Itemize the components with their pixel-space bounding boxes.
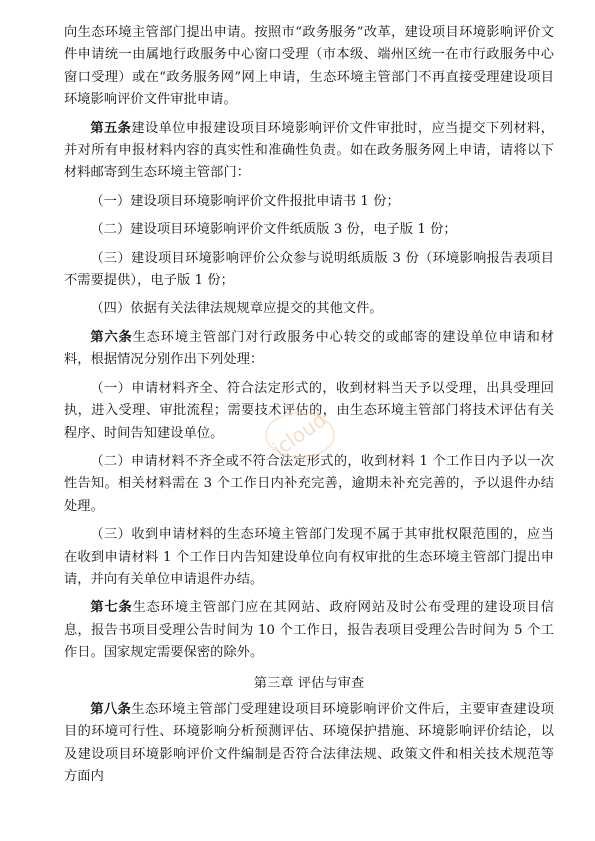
paragraph-text: 生态环境主管部门受理建设项目环境影响评价文件后，主要审查建设项目的环境可行性、环境影响分析预测评估、环境保护措施、环境影响评价结论，以及建设项目环境影响评价文件编制是否符合法律法规、政策文件和相关技术规范等方面内 bbox=[64, 701, 554, 785]
paragraph bbox=[64, 327, 554, 372]
paragraph bbox=[64, 191, 554, 213]
paragraph-text: （三）收到申请材料的生态环境主管部门发现不属于其审批权限范围的，应当在收到申请材料 1 个工作日内告知建设单位向有权审批的生态环境主管部门提出申请，并向有关单位申请退件办结。 bbox=[64, 527, 554, 587]
article-title: 第八条 bbox=[90, 701, 132, 717]
paragraph-text: 第三章 评估与审查 bbox=[253, 675, 365, 691]
paragraph-text: （一）建设项目环境影响评价文件报批申请书 1 份； bbox=[90, 193, 400, 209]
paragraph-text: （一）申请材料齐全、符合法定形式的，收到材料当天予以受理，出具受理回执，进入受理、审批流程；需要技术评估的，由生态环境主管部门将技术评估有关程序、时间告知建设单位。 bbox=[64, 380, 554, 441]
paragraph bbox=[64, 451, 554, 518]
paragraph bbox=[64, 118, 554, 185]
paragraph-text: 建设单位申报建设项目环境影响评价文件审批时，应当提交下列材料，并对所有申报材料内容的真实性和准确性负责。如在政务服务网上申请，请将以下材料邮寄到生态环境主管部门： bbox=[64, 120, 554, 181]
document-page bbox=[64, 22, 554, 795]
paragraph-text: （三）建设项目环境影响评价公众参与说明纸质版 3 份（环境影响报告表项目不需要提供），电子版 1 份； bbox=[64, 250, 554, 289]
watermark-text: icloud bbox=[268, 407, 331, 462]
article-title: 第七条 bbox=[90, 600, 133, 616]
paragraph bbox=[64, 524, 554, 591]
paragraph-text: 生态环境主管部门应在其网站、政府网站及时公布受理的建设项目信息，报告书项目受理公告时间为 10 个工作日，报告表项目受理公告时间为 5 个工作日。国家规定需要保密的除外。 bbox=[64, 600, 554, 661]
paragraph-text: （二）申请材料不齐全或不符合法定形式的，收到材料 1 个工作日内予以一次性告知。相关材料需在 3 个工作日内补充完善，逾期未补充完善的，予以退件办结处理。 bbox=[64, 453, 554, 514]
paragraph-text: （二）建设项目环境影响评价文件纸质版 3 份，电子版 1 份； bbox=[90, 222, 457, 238]
paragraph-text: （四）依据有关法律法规规章应提交的其他文件。 bbox=[90, 301, 383, 317]
article-title: 第五条 bbox=[90, 120, 132, 136]
paragraph bbox=[64, 699, 554, 789]
paragraph bbox=[64, 298, 554, 320]
paragraph bbox=[64, 219, 554, 241]
paragraph bbox=[64, 248, 554, 293]
paragraph-text: 生态环境主管部门对行政服务中心转交的或邮寄的建设单位申请和材料，根据情况分别作出下列处理： bbox=[64, 329, 554, 368]
chapter-heading bbox=[64, 673, 554, 695]
paragraph bbox=[64, 378, 554, 445]
paragraph bbox=[64, 22, 554, 112]
paragraph bbox=[64, 597, 554, 664]
article-title: 第六条 bbox=[90, 329, 133, 345]
paragraph-text: 向生态环境主管部门提出申请。按照市“政务服务”改革，建设项目环境影响评价文件申请统一由属地行政服务中心窗口受理（市本级、端州区统一在市行政服务中心窗口受理）或在“政务服务网”网上申请，生态环境主管部门不再直接受理建设项目环境影响评价文件审批申请。 bbox=[64, 25, 554, 108]
